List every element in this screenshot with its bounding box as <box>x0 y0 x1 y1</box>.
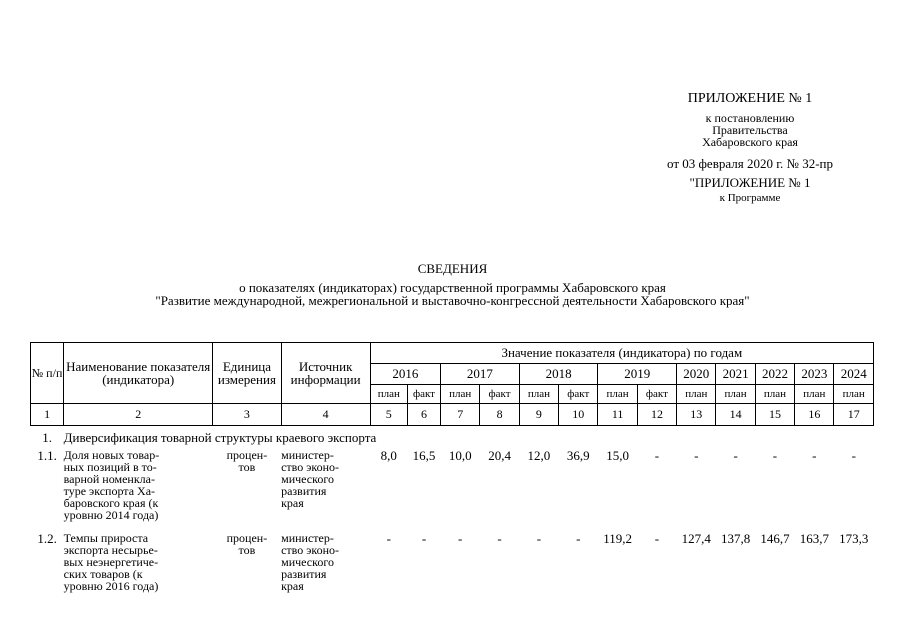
value-cell: 173,3 <box>839 531 869 546</box>
header-fact: факт <box>480 385 519 404</box>
header-plan: план <box>370 385 407 404</box>
value-cell: 137,8 <box>721 531 751 546</box>
indicator-name-line: уровню 2016 года) <box>63 579 159 593</box>
indicator-name-line: ных позиций в то- <box>63 460 157 474</box>
value-cell: 36,9 <box>566 448 590 463</box>
document-subtitle-line: "Развитие международной, межрегиональной и выставочно-конгрессной деятельности Хабаровского края" <box>155 293 750 308</box>
unit-line: тов <box>238 460 256 474</box>
column-number: 4 <box>281 404 370 426</box>
indicator-name <box>64 446 213 529</box>
column-number: 3 <box>213 404 281 426</box>
header-plan: план <box>716 385 755 404</box>
header-plan: план <box>598 385 637 404</box>
header-indicator-name: Наименование показателя (индикатора) <box>64 343 213 404</box>
indicator-name-line: Доля новых товар- <box>63 448 160 462</box>
source-cell <box>281 446 370 529</box>
value-cell: - <box>772 448 778 463</box>
section-title: Диверсификация товарной структуры краевого экспорта <box>63 430 377 445</box>
indicator-name-line: варной номенкла- <box>63 472 155 486</box>
source-line: министер- <box>281 531 334 545</box>
source-line: развития <box>281 567 327 581</box>
unit-line: тов <box>238 543 256 557</box>
source-line: края <box>281 496 304 510</box>
column-number: 9 <box>519 404 558 426</box>
source-cell <box>281 529 370 594</box>
column-number: 16 <box>795 404 834 426</box>
header-year: 2021 <box>716 364 755 385</box>
value-cell: - <box>812 448 817 463</box>
header-plan: план <box>677 385 716 404</box>
header-fact: факт <box>637 385 676 404</box>
unit-line: процен- <box>226 531 268 545</box>
resolution-line: Правительства <box>712 123 788 137</box>
header-plan: план <box>795 385 834 404</box>
source-line: ство эконо- <box>281 543 340 557</box>
row-number: 1.2. <box>37 531 57 546</box>
source-line: мического <box>281 555 334 569</box>
column-number: 17 <box>834 404 874 426</box>
program-appendix-title: "ПРИЛОЖЕНИЕ № 1 <box>689 175 811 190</box>
resolution-date: от 03 февраля 2020 г. № 32-пр <box>667 156 833 171</box>
column-number: 2 <box>64 404 213 426</box>
value-cell: - <box>654 531 660 546</box>
header-year: 2016 <box>370 364 440 385</box>
value-cell: 8,0 <box>380 448 397 463</box>
column-number: 8 <box>480 404 519 426</box>
source-line: министер- <box>281 448 334 462</box>
indicator-name-line: экспорта несырье- <box>63 543 158 557</box>
section-row <box>31 426 874 447</box>
unit-line: процен- <box>226 448 268 462</box>
indicators-table <box>30 342 874 594</box>
value-cell: - <box>851 448 856 463</box>
header-fact: факт <box>559 385 598 404</box>
column-number: 7 <box>441 404 480 426</box>
source-line: развития <box>281 484 327 498</box>
value-cell: - <box>386 531 391 546</box>
header-plan: план <box>755 385 794 404</box>
unit-cell <box>213 446 281 529</box>
value-cell: - <box>654 448 660 463</box>
header-plan: план <box>834 385 874 404</box>
header-year: 2024 <box>834 364 874 385</box>
unit-cell <box>213 529 281 594</box>
header-number: № п/п <box>31 343 64 404</box>
value-cell: - <box>458 531 463 546</box>
value-cell: 119,2 <box>603 531 632 546</box>
appendix-title: ПРИЛОЖЕНИЕ № 1 <box>687 91 813 106</box>
document-title: СВЕДЕНИЯ <box>417 261 488 276</box>
source-line: края <box>281 579 304 593</box>
column-number: 10 <box>559 404 598 426</box>
value-cell: - <box>421 531 427 546</box>
source-line: мического <box>281 472 334 486</box>
value-cell: 163,7 <box>799 531 829 546</box>
value-cell: - <box>536 531 542 546</box>
program-reference: к Программе <box>719 192 781 204</box>
value-cell: 10,0 <box>448 448 472 463</box>
header-year: 2022 <box>755 364 794 385</box>
indicator-name-line: баровского края (к <box>63 496 159 510</box>
header-source: Источник информации <box>281 343 370 404</box>
value-cell: 15,0 <box>606 448 629 463</box>
indicator-name-line: уровню 2014 года) <box>63 508 159 522</box>
column-number-row <box>31 404 874 426</box>
value-cell: 12,0 <box>527 448 551 463</box>
column-number: 5 <box>370 404 407 426</box>
header-year: 2023 <box>795 364 834 385</box>
column-number: 6 <box>407 404 440 426</box>
indicator-name-line: туре экспорта Ха- <box>63 484 156 498</box>
indicator-name-line: Темпы прироста <box>63 531 149 545</box>
value-cell: 146,7 <box>760 531 790 546</box>
header-values-by-year: Значение показателя (индикатора) по годам <box>370 343 873 364</box>
resolution-line: к постановлению <box>705 111 795 125</box>
header-plan: план <box>441 385 480 404</box>
resolution-line: Хабаровского края <box>702 135 798 149</box>
header-year: 2018 <box>519 364 598 385</box>
header-year: 2017 <box>441 364 520 385</box>
header-plan: план <box>519 385 558 404</box>
value-cell: 20,4 <box>488 448 511 463</box>
header-year: 2020 <box>677 364 716 385</box>
table-row <box>31 446 874 529</box>
column-number: 12 <box>637 404 676 426</box>
section-number: 1. <box>42 430 52 445</box>
table-row <box>31 529 874 594</box>
row-number: 1.1. <box>37 448 57 463</box>
column-number: 15 <box>755 404 794 426</box>
value-cell: - <box>733 448 738 463</box>
document-subtitle-line: о показателях (индикаторах) государственной программы Хабаровского края <box>239 280 666 295</box>
value-cell: 127,4 <box>681 531 711 546</box>
indicator-name-line: вых неэнергетиче- <box>63 555 159 569</box>
indicator-name-line: ских товаров (к <box>63 567 143 581</box>
column-number: 13 <box>677 404 716 426</box>
resolution-reference <box>600 112 900 148</box>
column-number: 1 <box>31 404 64 426</box>
value-cell: 16,5 <box>412 448 436 463</box>
header-fact: факт <box>407 385 440 404</box>
header-unit: Единица измерения <box>213 343 281 404</box>
source-line: ство эконо- <box>281 460 340 474</box>
value-cell: - <box>694 448 699 463</box>
value-cell: - <box>497 531 502 546</box>
indicator-name <box>64 529 213 594</box>
column-number: 14 <box>716 404 755 426</box>
header-year: 2019 <box>598 364 677 385</box>
value-cell: - <box>576 531 581 546</box>
column-number: 11 <box>598 404 637 426</box>
